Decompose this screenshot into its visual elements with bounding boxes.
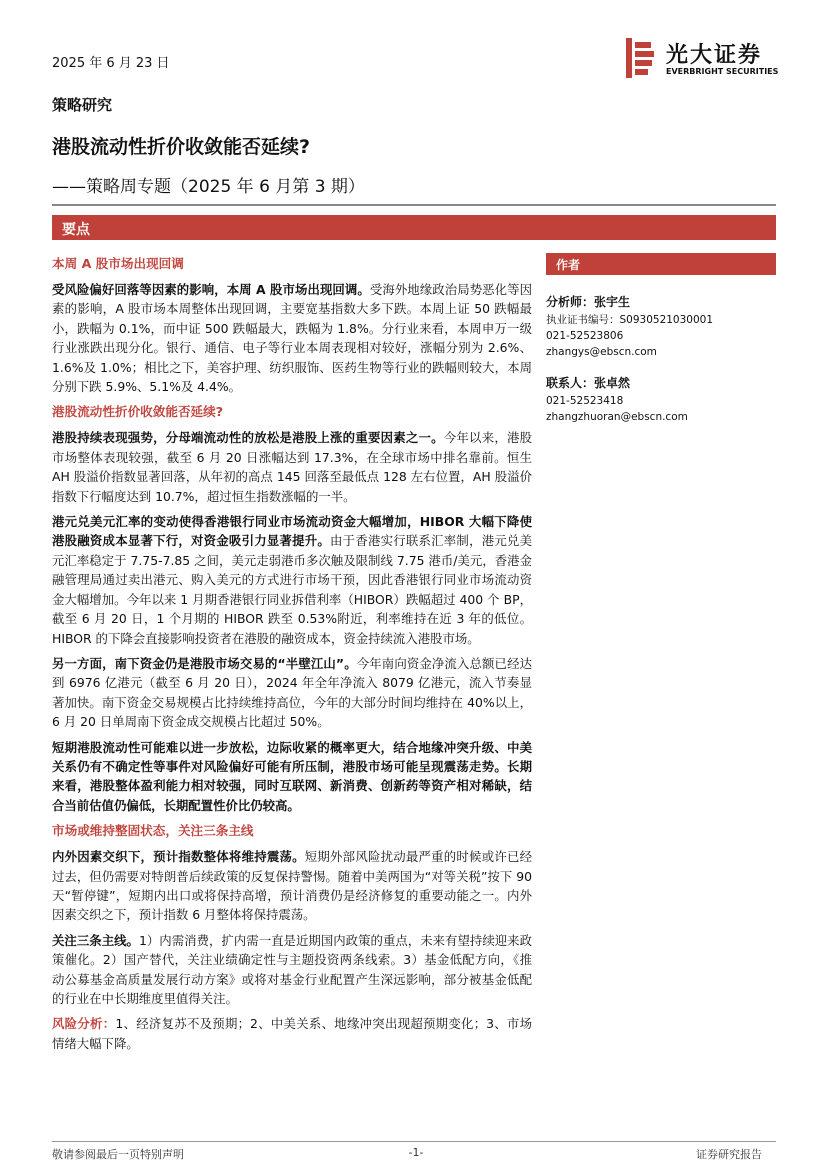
section-heading: 港股流动性折价收敛能否延续? [52, 404, 224, 420]
keypoints-label: 要点 [62, 222, 90, 238]
author-box-header [546, 253, 776, 275]
paragraph [52, 738, 532, 816]
brand-logo [626, 38, 786, 82]
risk-text: 1、经济复苏不及预期；2、中美关系、地缘冲突出现超预期变化；3、市场情绪大幅下降。 [52, 1016, 533, 1051]
page-number: -1- [408, 1146, 424, 1159]
title-divider [52, 204, 776, 206]
analyst-name: 分析师：张宇生 [546, 295, 631, 309]
report-subtitle: ——策略周专题（2025 年 6 月第 3 期） [52, 177, 365, 197]
contact-phone: 021-52523418 [546, 395, 624, 407]
paragraph-body: 由于香港实行联系汇率制，港元兑美元汇率稳定于 7.75-7.85 之间，美元走弱港币多次触及限制线 7.75 港币/美元，香港金融管理局通过卖出港元、购入美元的方式进行市场干预，因此香港银行同业市场流动资金大幅增加。今年以来 1 月期香港银行同业拆借利率（HIBOR）跌幅超过 400 个 BP，截至 6 月 20 日，1 个月期的 HIBOR 跌至 0.53%附近，利率维持在近 3 年的低位。HIBOR 的下降会直接影响投资者在港股的融资成本，资金持续流入港股市场。 [52, 533, 533, 646]
footer-disclaimer: 敬请参阅最后一页特别声明 [52, 1148, 184, 1161]
footer-divider [52, 1141, 776, 1142]
paragraph-lead: 港股持续表现强势，分母端流动性的放松是港股上涨的重要因素之一。 [52, 430, 444, 446]
analyst-phone: 021-52523806 [546, 330, 624, 342]
analyst-email[interactable]: zhangys@ebscn.com [546, 346, 657, 358]
section-heading: 市场或维持整固状态，关注三条主线 [52, 823, 254, 839]
section-heading: 本周 A 股市场出现回调 [52, 256, 184, 271]
paragraph-body: 短期外部风险扰动最严重的时候或许已经过去，但仍需要对特朗普后续政策的反复保持警惕。随着中美两国为“对等关税”按下 90 天“暂停键”，短期内出口或将保持高增，预计消费仍是经济修复的重要动能之一。内外因素交织之下，预计指数 6 月整体将保持震荡。 [52, 849, 533, 923]
footer-report-type: 证券研究报告 [696, 1148, 762, 1161]
report-title: 港股流动性折价收敛能否延续? [52, 136, 311, 158]
paragraph-lead: 短期港股流动性可能难以进一步放松，边际收紧的概率更大，结合地缘冲突升级、中美关系仍有不确定性等事件对风险偏好可能有所压制，港股市场可能呈现震荡走势。长期来看，港股整体盈利能力相对较强，同时互联网、新消费、创新药等资产相对稀缺，结合当前估值仍偏低，长期配置性价比仍较高。 [52, 739, 532, 813]
paragraph [52, 512, 532, 648]
report-date: 2025 年 6 月 23 日 [52, 56, 170, 71]
analyst-cert: 执业证书编号：S0930521030001 [546, 314, 714, 326]
paragraph-lead: 关注三条主线。 [52, 932, 139, 948]
main-content [52, 254, 532, 1059]
paragraph [52, 931, 532, 1009]
contact-name: 联系人：张卓然 [546, 376, 631, 390]
paragraph [52, 428, 532, 506]
paragraph-body: 受海外地缘政治局势恶化等因素的影响，A 股市场本周整体出现回调，主要宽基指数大多下跌。本周上证 50 跌幅最小，跌幅为 0.1%，而中证 500 跌幅最大，跌幅为 1.8%。分行业来看，本周申万一级行业涨跌出现分化。银行、通信、电子等行业本周表现相对较好，涨幅分别为 2.6%、1.6%及 1.0%；相比之下，美容护理、纺织服饰、医药生物等行业的跌幅则较大，本周分别下跌 5.9%、5.1%及 4.4%。 [52, 282, 533, 395]
paragraph [52, 280, 532, 396]
paragraph-lead: 港元兑美元汇率的变动使得香港银行同业市场流动资金大幅增加，HIBOR 大幅下降使港股融资成本显著下行，对资金吸引力显著提升。 [52, 514, 532, 549]
paragraph-lead: 另一方面，南下资金仍是港股市场交易的“半壁江山”。 [52, 655, 357, 671]
brand-name-en: EVERBRIGHT SECURITIES [666, 67, 779, 76]
author-box [546, 253, 776, 425]
risk-label: 风险分析： [52, 1016, 116, 1032]
paragraph-lead: 受风险偏好回落等因素的影响，本周 A 股市场出现回调。 [52, 282, 370, 297]
everbright-logo-icon [626, 38, 656, 78]
brand-name-cn: 光大证券 [666, 43, 763, 68]
keypoints-banner [52, 215, 776, 240]
report-category: 策略研究 [52, 96, 113, 114]
author-details [546, 293, 776, 425]
author-box-heading: 作者 [556, 258, 581, 272]
contact-email[interactable]: zhangzhuoran@ebscn.com [546, 411, 688, 423]
paragraph-body: 1）内需消费，扩内需一直是近期国内政策的重点，未来有望持续迎来政策催化。2）国产替代，关注业绩确定性与主题投资两条线索。3）基金低配方向，《推动公募基金高质量发展行动方案》或将对基金行业配置产生深远影响，部分被基金低配的行业在中长期维度里值得关注。 [52, 932, 532, 1006]
risk-paragraph [52, 1014, 532, 1053]
paragraph [52, 654, 532, 732]
paragraph-lead: 内外因素交织下，预计指数整体将维持震荡。 [52, 849, 305, 865]
paragraph-body: 今年南向资金净流入总额已经达到 6976 亿港元（截至 6 月 20 日），2024 年全年净流入 8079 亿港元，流入节奏显著加快。南下资金交易规模占比持续维持高位，今年的大部分时间均维持在 40%以上，6 月 20 日单周南下资金成交规模占比超过 50%。 [52, 655, 532, 730]
paragraph-body: 今年以来，港股市场整体表现较强，截至 6 月 20 日涨幅达到 17.3%，在全球市场中排名靠前。恒生 AH 股溢价指数显著回落，从年初的高点 145 回落至最低点 128 左右位置，AH 股溢价指数下行幅度达到 10.7%，超过恒生指数涨幅的一半。 [52, 430, 533, 504]
paragraph [52, 847, 532, 925]
